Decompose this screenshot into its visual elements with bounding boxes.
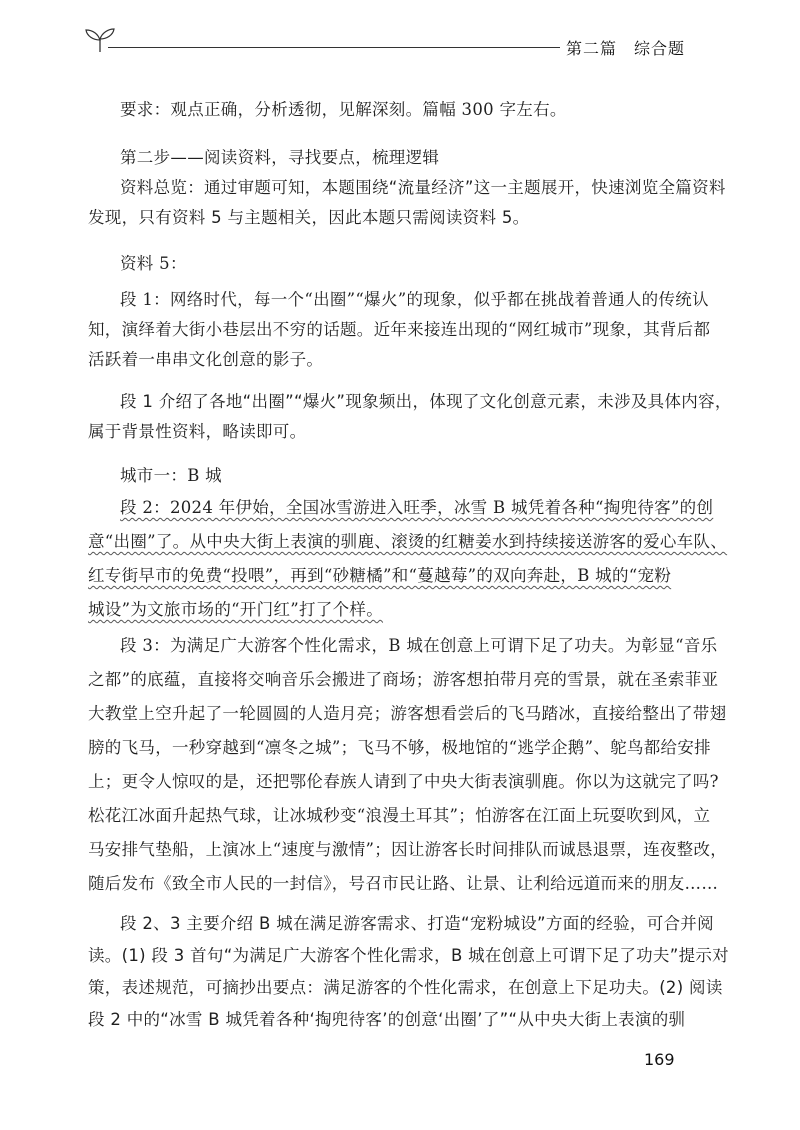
analysis-1-line-1: 段 1 介绍了各地“出圈”“爆火”现象频出，体现了文化创意元素，未涉及具体内容，: [120, 392, 732, 411]
para-1-line-1: 段 1：网络时代，每一个“出圈”“爆火”的现象，似乎都在挑战着普通人的传统认: [120, 290, 709, 309]
para-3-line-5: 上；更令人惊叹的是，还把鄂伦春族人请到了中央大街表演驯鹿。你以为这就完了吗?: [88, 772, 719, 791]
para-3-line-2: 之都”的底蕴，直接将交响音乐会搬进了商场；游客想拍带月亮的雪景，就在圣索菲亚: [88, 670, 719, 689]
part-title: 第二篇 综合题: [566, 39, 686, 58]
para-3-line-7: 马安排气垫船，上演冰上“速度与激情”；因让游客长时间排队而诚恳退票，连夜整改，: [88, 840, 728, 859]
sprout-icon: [83, 25, 117, 53]
overview-line-2: 发现，只有资料 5 与主题相关，因此本题只需阅读资料 5。: [88, 208, 530, 227]
para-2-line-4: 城设”为文旅市场的“开门红”打了个样。: [88, 600, 384, 619]
analysis-2-line-3: 策，表述规范，可摘抄出要点：满足游客的个性化需求，在创意上下足功夫。(2) 阅读: [88, 978, 723, 997]
para-2-line-2: 意“出圈”了。从中央大街上表演的驯鹿、滚烫的红糖姜水到持续接送游客的爱心车队、: [88, 532, 728, 551]
para-3-line-8: 随后发布《致全市人民的一封信》，号召市民让路、让景、让利给远道而来的朋友……: [88, 874, 719, 893]
analysis-2-line-1: 段 2、3 主要介绍 B 城在满足游客需求、打造“宠粉城设”方面的经验，可合并阅: [120, 914, 714, 933]
material-5-label: 资料 5：: [120, 254, 187, 273]
requirement-line: 要求：观点正确，分析透彻，见解深刻。篇幅 300 字左右。: [120, 100, 567, 119]
overview-line-1: 资料总览：通过审题可知，本题围绕“流量经济”这一主题展开，快速浏览全篇资料: [120, 178, 726, 197]
step-two-heading: 第二步——阅读资料，寻找要点，梳理逻辑: [120, 148, 440, 167]
para-1-line-3: 活跃着一串串文化创意的影子。: [88, 350, 324, 369]
page-number: 169: [644, 1050, 675, 1069]
city-one-heading: 城市一：B 城: [120, 466, 222, 485]
para-3-line-1: 段 3：为满足广大游客个性化需求，B 城在创意上可谓下足了功夫。为彰显“音乐: [120, 636, 718, 655]
para-3-line-4: 膀的飞马，一秒穿越到“凛冬之城”；飞马不够，极地馆的“逃学企鹅”、鸵鸟都给安排: [88, 738, 711, 757]
para-2-line-1: 段 2：2024 年伊始，全国冰雪游进入旺季，冰雪 B 城凭着各种“掏兜待客”的创: [120, 498, 714, 517]
para-3-line-6: 松花江冰面升起热气球，让冰城秒变“浪漫土耳其”；怕游客在江面上玩耍吹到风，立: [88, 806, 711, 825]
para-3-line-3: 大教堂上空升起了一轮圆圆的人造月亮；游客想看尝后的飞马踏冰，直接给整出了带翅: [88, 704, 727, 723]
analysis-2-line-2: 读。(1) 段 3 首句“为满足广大游客个性化需求，B 城在创意上可谓下足了功夫”提示对: [88, 946, 729, 965]
para-2-line-3: 红专街早市的免费“投喂”，再到“砂糖橘”和“蔓越莓”的双向奔赴，B 城的“宠粉: [88, 566, 672, 585]
para-1-line-2: 知，演绎着大街小巷层出不穷的话题。近年来接连出现的“网红城市”现象，其背后都: [88, 320, 711, 339]
analysis-1-line-2: 属于背景性资料，略读即可。: [88, 422, 307, 441]
analysis-2-line-4: 段 2 中的“冰雪 B 城凭着各种‘掏兜待客’的创意‘出圈’了”“从中央大街上表演的驯: [88, 1010, 686, 1029]
header-rule: [108, 47, 560, 48]
